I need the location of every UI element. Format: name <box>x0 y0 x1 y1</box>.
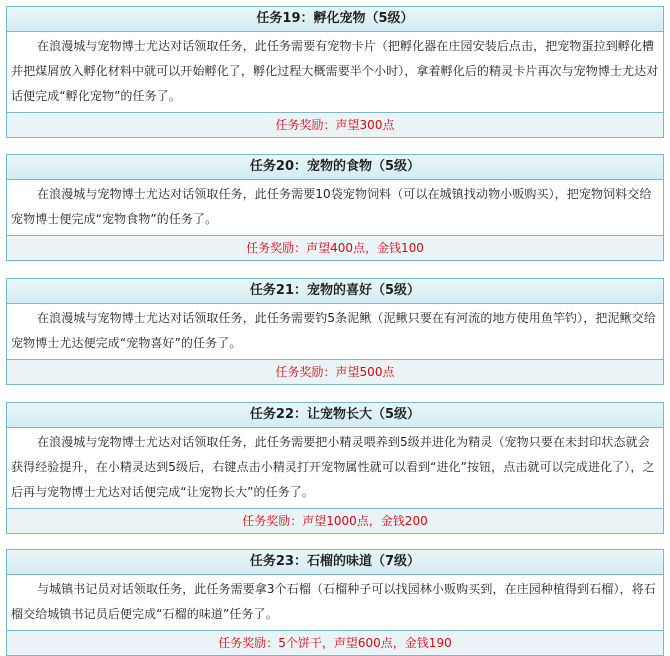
quest-description: 与城镇书记员对话领取任务，此任务需要拿3个石榴（石榴种子可以找园林小贩购买到，在庄园种植得到石榴），将石榴交给城镇书记员后便完成“石榴的味道”任务了。 <box>11 582 656 621</box>
quest-reward: 任务奖励：声望300点 <box>7 112 663 137</box>
quest-reward: 任务奖励：声望1000点，金钱200 <box>7 508 663 533</box>
quest-title: 任务23：石榴的味道（7级） <box>7 550 663 575</box>
quest-reward: 任务奖励：声望500点 <box>7 359 663 384</box>
quest-title: 任务19：孵化宠物（5级） <box>7 7 663 32</box>
quest-title: 任务20：宠物的食物（5级） <box>7 155 663 180</box>
quest-card-20 <box>6 154 664 261</box>
quest-reward: 任务奖励：5个饼干，声望600点，金钱190 <box>7 630 663 655</box>
quest-reward: 任务奖励：声望400点，金钱100 <box>7 235 663 260</box>
quest-description: 在浪漫城与宠物博士尤达对话领取任务，此任务需要有宠物卡片（把孵化器在庄园安装后点击，把宠物蛋拉到孵化槽并把煤屑放入孵化材料中就可以开始孵化了，孵化过程大概需要半个小时），拿着孵化后的精灵卡片再次与宠物博士尤达对话便完成“孵化宠物”的任务了。 <box>11 39 659 103</box>
quest-card-21 <box>6 278 664 385</box>
quest-description: 在浪漫城与宠物博士尤达对话领取任务，此任务需要钓5条泥鳅（泥鳅只要在有河流的地方使用鱼竿钓），把泥鳅交给宠物博士尤达便完成“宠物喜好”的任务了。 <box>11 311 656 350</box>
quest-card-19 <box>6 6 664 138</box>
quest-title: 任务21：宠物的喜好（5级） <box>7 279 663 304</box>
quest-card-23 <box>6 549 664 656</box>
quest-description: 在浪漫城与宠物博士尤达对话领取任务，此任务需要10袋宠物饲料（可以在城镇找动物小贩购买），把宠物饲料交给宠物博士便完成“宠物食物”的任务了。 <box>11 187 652 226</box>
quest-title: 任务22：让宠物长大（5级） <box>7 403 663 428</box>
quest-description: 在浪漫城与宠物博士尤达对话领取任务，此任务需要把小精灵喂养到5级并进化为精灵（宠物只要在未封印状态就会获得经验提升，在小精灵达到5级后，右键点击小精灵打开宠物属性就可以看到“进化”按钮，点击就可以完成进化了），之后再与宠物博士尤达对话便完成“让宠物长大”的任务了。 <box>11 435 655 499</box>
quest-card-22 <box>6 402 664 534</box>
